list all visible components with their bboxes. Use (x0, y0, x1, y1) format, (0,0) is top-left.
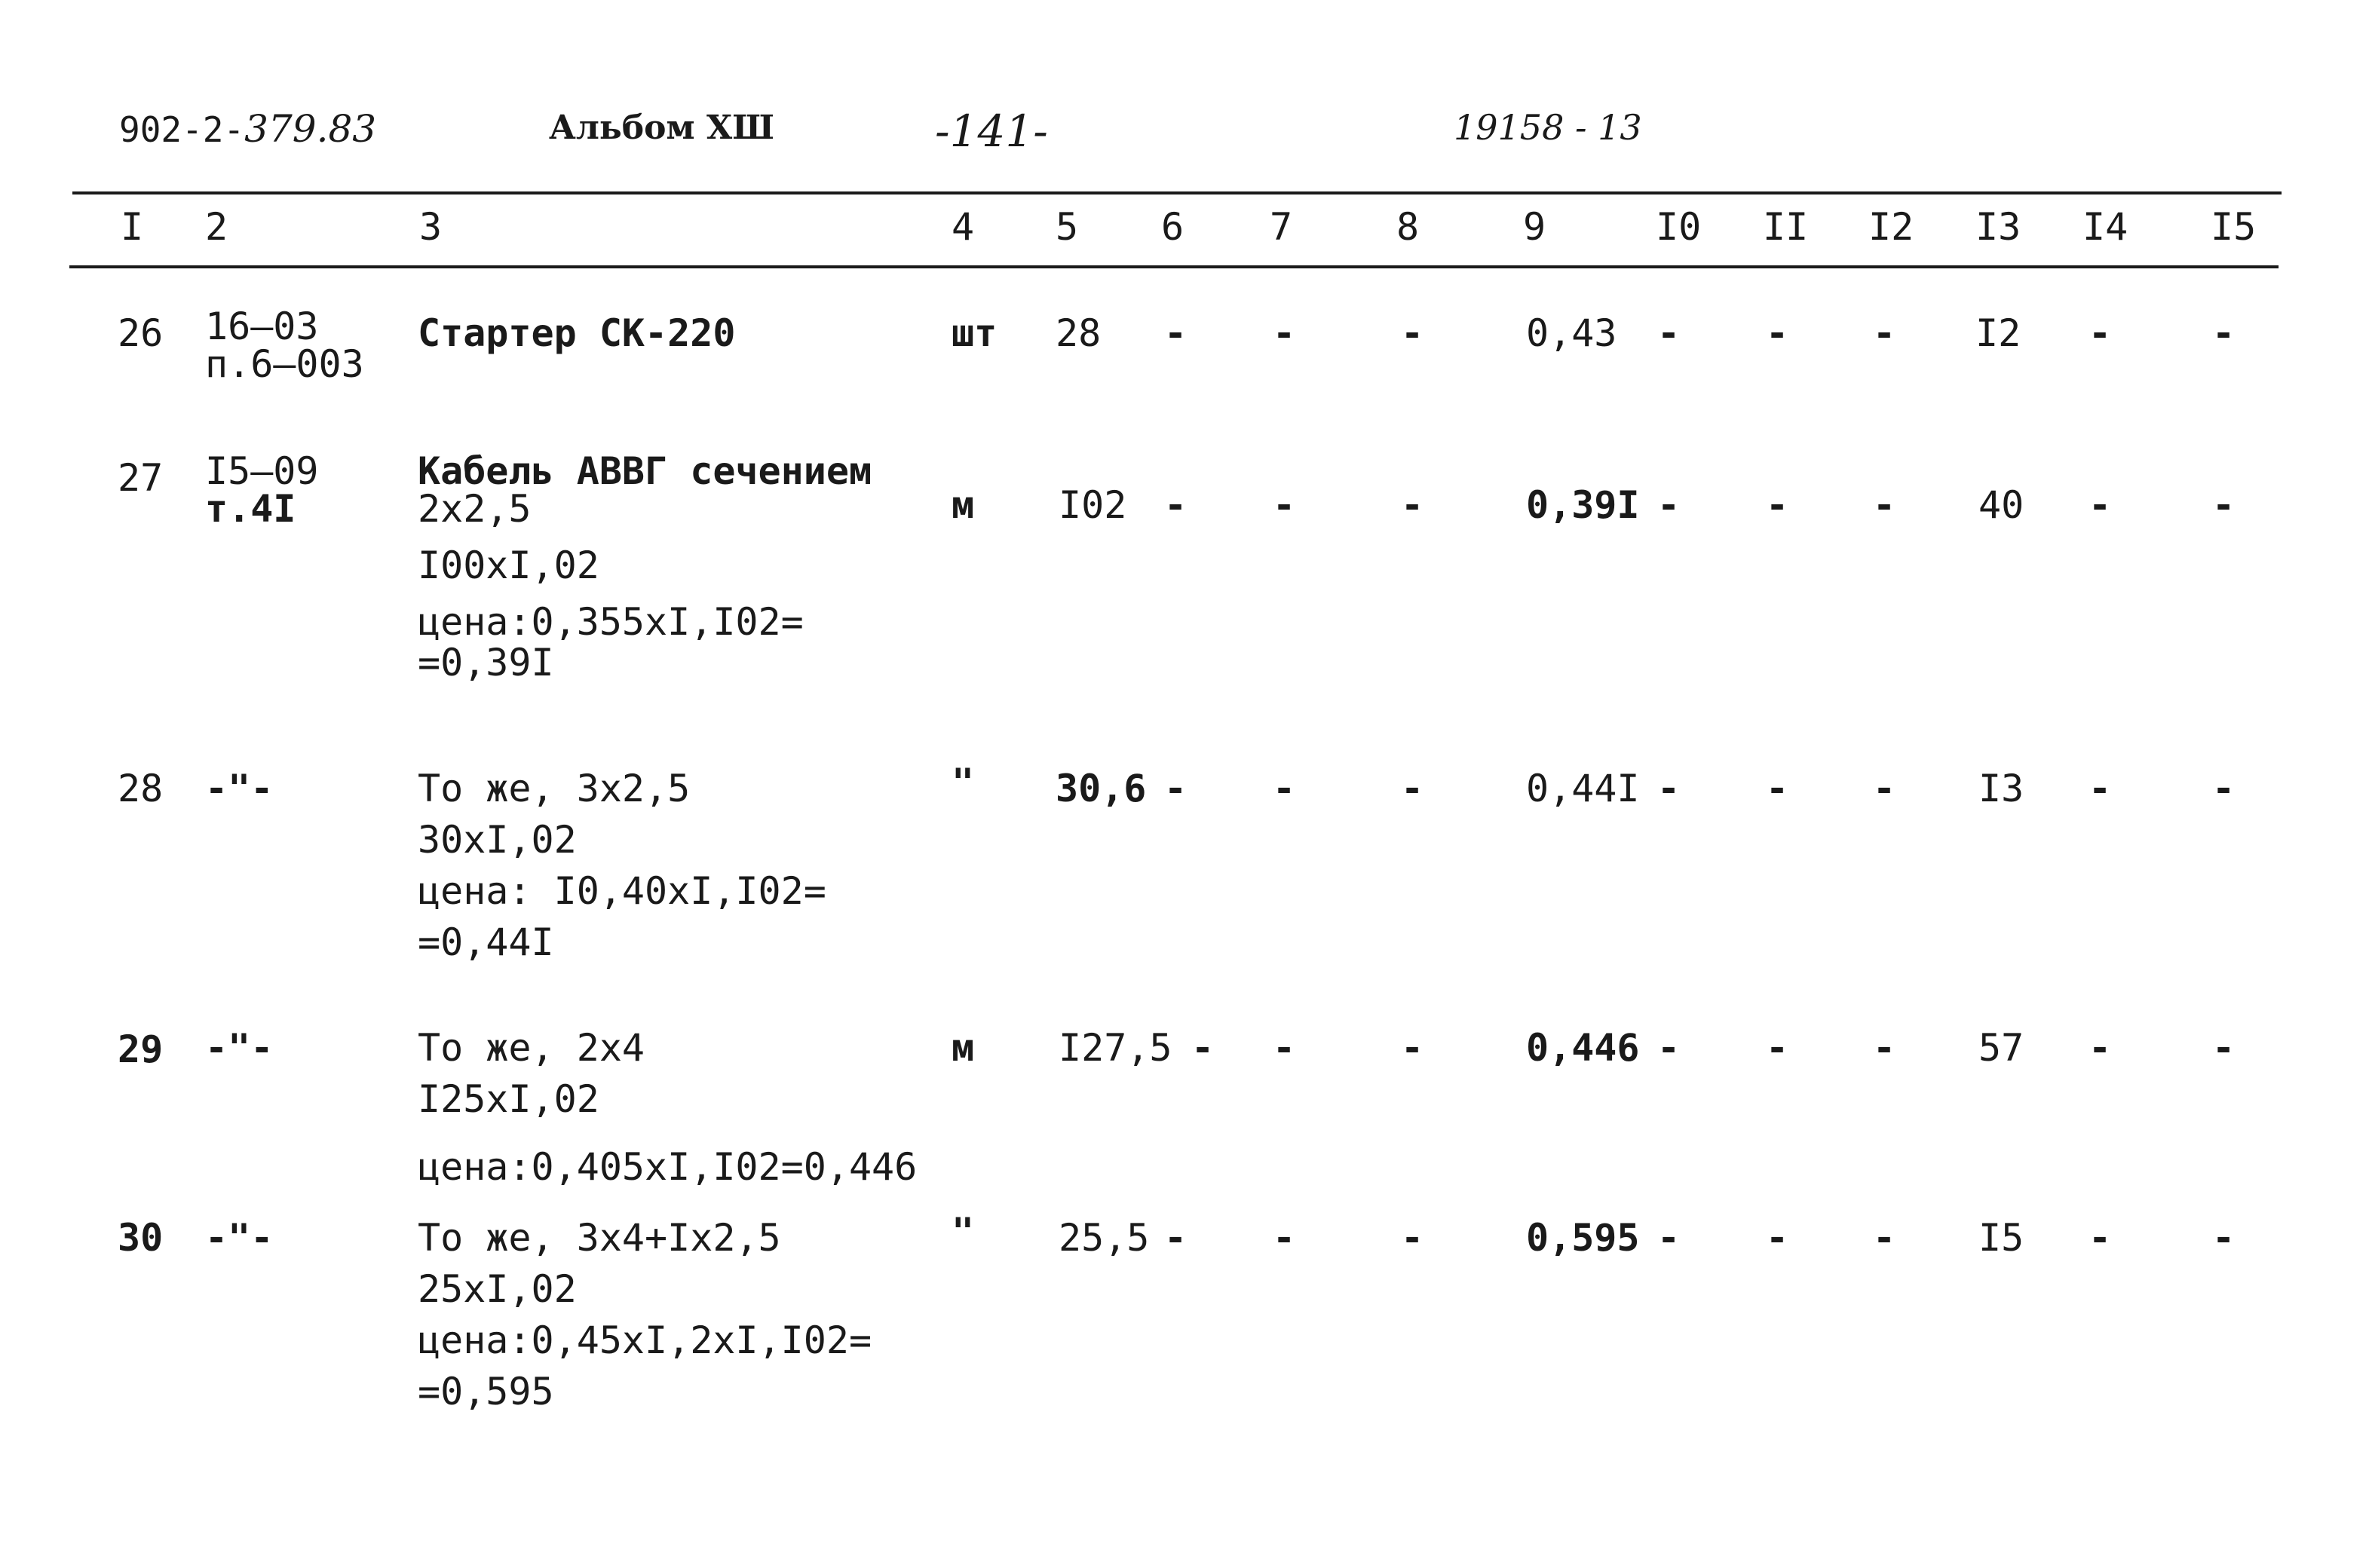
row-col11: - (1766, 311, 1789, 355)
row-col12: - (1873, 1216, 1896, 1260)
row-col7: - (1273, 1026, 1296, 1070)
row-description-line: Кабель АВВГ сечением (418, 449, 872, 493)
row-col5: I02 (1059, 483, 1127, 527)
row-description-line: цена:0,405xI,I02=0,446 (418, 1145, 918, 1189)
column-header-8: 8 (1396, 205, 1420, 249)
row-col8: - (1401, 311, 1424, 355)
row-col11: - (1766, 1216, 1789, 1260)
row-col7: - (1273, 311, 1296, 355)
row-col6: - (1164, 767, 1188, 810)
column-header-3: 3 (419, 205, 443, 249)
row-col10: - (1657, 311, 1681, 355)
row-col9: 0,44I (1526, 767, 1640, 810)
row-unit: шт (952, 311, 998, 355)
row-description-line: цена:0,355xI,I02= (418, 600, 804, 644)
row-col15: - (2212, 767, 2236, 810)
row-col10: - (1657, 1026, 1681, 1070)
row-description-line: То же, 2x4 (418, 1026, 645, 1070)
row-unit: " (952, 761, 975, 804)
row-col9: 0,446 (1526, 1026, 1640, 1070)
row-col14: - (2089, 1026, 2112, 1070)
row-col15: - (2212, 311, 2236, 355)
row-col6: - (1164, 311, 1188, 355)
row-col7: - (1273, 1216, 1296, 1260)
row-col5: 30,6 (1056, 767, 1147, 810)
row-col15: - (2212, 1216, 2236, 1260)
row-description-line: Стартер СК-220 (418, 311, 736, 355)
row-number: 26 (118, 311, 164, 355)
row-col5: I27,5 (1059, 1026, 1172, 1070)
row-description-line: То же, 3x4+Ix2,5 (418, 1216, 781, 1260)
row-col6: - (1164, 483, 1188, 527)
column-header-6: 6 (1161, 205, 1184, 249)
row-description-line: То же, 3x2,5 (418, 767, 691, 810)
document-code (119, 107, 376, 151)
column-header-11: II (1763, 205, 1809, 249)
row-code-line: 16–03 (205, 305, 319, 348)
row-description (418, 763, 826, 968)
document-code-prefix: 902-2- (119, 109, 245, 150)
row-col13: 57 (1978, 1026, 2024, 1070)
row-code (205, 305, 364, 386)
row-col12: - (1873, 1026, 1896, 1070)
row-col11: - (1766, 767, 1789, 810)
column-header-4: 4 (952, 205, 975, 249)
row-col11: - (1766, 1026, 1789, 1070)
row-description (418, 449, 872, 684)
row-col7: - (1273, 767, 1296, 810)
row-code (205, 449, 319, 531)
row-col12: - (1873, 483, 1896, 527)
row-col10: - (1657, 483, 1681, 527)
row-col13: I3 (1978, 767, 2024, 810)
row-col8: - (1401, 1216, 1424, 1260)
row-col6: - (1164, 1216, 1188, 1260)
row-col9: 0,595 (1526, 1216, 1640, 1260)
row-number: 30 (118, 1216, 164, 1260)
row-number: 28 (118, 767, 164, 810)
row-description-line: I00xI,02 (418, 544, 599, 587)
row-col13: 40 (1978, 483, 2024, 527)
row-col10: - (1657, 767, 1681, 810)
row-col14: - (2089, 767, 2112, 810)
row-col14: - (2089, 311, 2112, 355)
row-code-line: -"- (205, 767, 274, 810)
row-col8: - (1401, 1026, 1424, 1070)
row-col6: - (1191, 1026, 1215, 1070)
row-description (418, 308, 735, 359)
row-code-line: I5–09 (205, 449, 319, 493)
row-code-line: -"- (205, 1026, 274, 1070)
table-top-rule (72, 191, 2282, 194)
row-col11: - (1766, 483, 1789, 527)
row-description-line: цена:0,45xI,2xI,I02= (418, 1318, 872, 1362)
column-header-13: I3 (1975, 205, 2021, 249)
row-description-line: =0,44I (418, 920, 554, 964)
row-unit: м (952, 483, 975, 527)
row-col7: - (1273, 483, 1296, 527)
column-header-7: 7 (1270, 205, 1293, 249)
row-code (205, 1212, 273, 1263)
column-header-9: 9 (1523, 205, 1546, 249)
row-col5: 25,5 (1059, 1216, 1150, 1260)
row-number: 27 (118, 456, 164, 500)
column-header-5: 5 (1056, 205, 1079, 249)
table-header-rule (69, 265, 2279, 268)
row-col13: I2 (1975, 311, 2021, 355)
row-col9: 0,43 (1526, 311, 1617, 355)
row-description-line: I25xI,02 (418, 1077, 599, 1121)
document-code-handwritten: 379.83 (244, 107, 377, 151)
row-col9: 0,39I (1526, 483, 1640, 527)
row-col14: - (2089, 483, 2112, 527)
row-col15: - (2212, 1026, 2236, 1070)
row-code (205, 1022, 273, 1073)
row-unit: " (952, 1210, 975, 1254)
row-code-line: -"- (205, 1216, 274, 1260)
row-description-line: =0,595 (418, 1370, 554, 1413)
row-col13: I5 (1978, 1216, 2024, 1260)
row-col8: - (1401, 483, 1424, 527)
row-col15: - (2212, 483, 2236, 527)
column-header-1: I (121, 205, 144, 249)
row-col14: - (2089, 1216, 2112, 1260)
row-description-line: цена: I0,40xI,I02= (418, 869, 826, 913)
row-unit: м (952, 1026, 975, 1070)
column-header-2: 2 (205, 205, 228, 249)
page-number: -141- (935, 106, 1048, 157)
row-col10: - (1657, 1216, 1681, 1260)
album-label: Альбом XШ (549, 109, 774, 147)
row-code-line: п.6–003 (205, 342, 364, 386)
row-code-line: т.4I (205, 487, 296, 531)
row-code (205, 763, 273, 814)
row-number: 29 (118, 1027, 164, 1071)
row-description (418, 1212, 872, 1417)
row-description (418, 1022, 917, 1193)
column-header-15: I5 (2211, 205, 2257, 249)
row-description-line: =0,39I (418, 641, 554, 684)
row-description-line: 25xI,02 (418, 1267, 577, 1311)
row-description-line: 30xI,02 (418, 818, 577, 862)
row-col12: - (1873, 311, 1896, 355)
row-description-line: 2x2,5 (418, 487, 532, 531)
row-col8: - (1401, 767, 1424, 810)
column-header-14: I4 (2082, 205, 2128, 249)
column-header-12: I2 (1868, 205, 1914, 249)
row-col5: 28 (1056, 311, 1102, 355)
sheet-number: 19158 - 13 (1454, 107, 1642, 148)
column-header-10: I0 (1656, 205, 1702, 249)
row-col12: - (1873, 767, 1896, 810)
